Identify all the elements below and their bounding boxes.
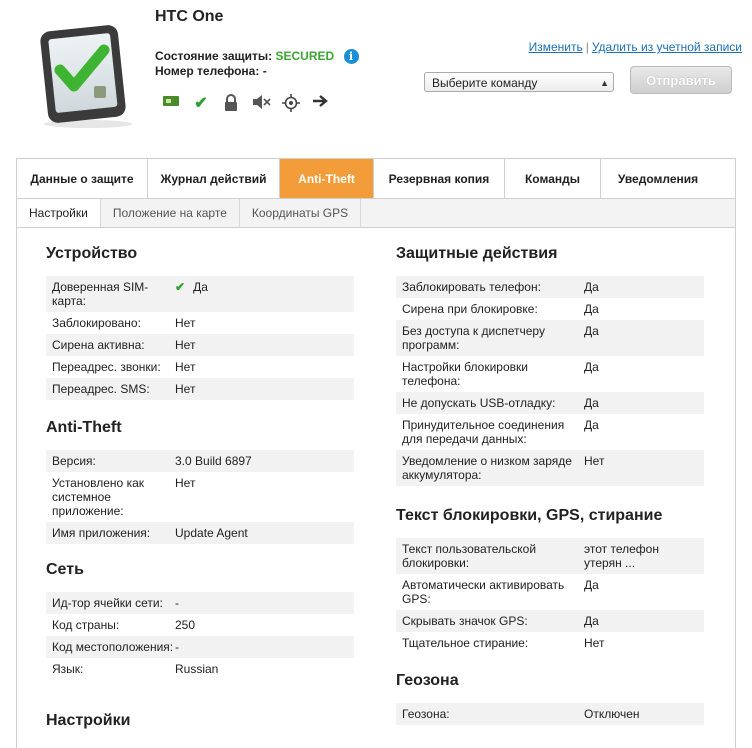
table-row: Код местоположения: - — [46, 636, 354, 658]
table-row: Настройки блокировки телефона: Да — [402, 360, 599, 388]
section-settings-title: Настройки — [46, 712, 131, 729]
command-select[interactable] — [424, 72, 614, 92]
table-row: Язык: Russian — [52, 662, 219, 676]
subtab-settings[interactable]: Настройки — [17, 199, 101, 227]
mute-icon — [250, 94, 272, 114]
phone-number-line — [155, 64, 267, 78]
table-row: Заблокировать телефон: Да — [396, 276, 704, 298]
geofence-table — [396, 703, 704, 725]
tab-notifications[interactable]: Уведомления — [617, 171, 699, 186]
check-icon: ✔ — [194, 95, 208, 112]
device-table — [46, 276, 354, 400]
lock-icon — [220, 94, 242, 114]
forward-arrow-icon — [310, 94, 332, 114]
subtab-gps-coordinates[interactable]: Координаты GPS — [240, 199, 361, 227]
table-row: Сирена при блокировке: Да — [402, 302, 599, 316]
table-row: Заблокировано: Нет — [52, 316, 196, 330]
sub-tabs — [16, 198, 736, 228]
table-row: Уведомление о низком заряде аккумулятора: Нет — [396, 450, 704, 486]
subtab-map-location[interactable]: Положение на карте — [101, 199, 240, 227]
table-row: Переадрес. звонки: Нет — [52, 360, 196, 374]
select-arrows-icon: ▲ — [600, 78, 609, 88]
network-table — [46, 592, 354, 680]
table-row: Без доступа к диспетчеру программ: Да — [396, 320, 704, 356]
section-geofence-title: Геозона — [396, 672, 459, 689]
phone-label: Номер телефона: — [155, 64, 260, 78]
protection-table — [396, 276, 704, 486]
status-label: Состояние защиты: — [155, 49, 273, 63]
link-separator: | — [585, 40, 589, 54]
tab-protection-data[interactable]: Данные о защите — [17, 159, 148, 198]
device-image — [38, 24, 134, 130]
section-antitheft-title: Anti-Theft — [46, 419, 122, 436]
tab-action-log[interactable]: Журнал действий — [148, 159, 280, 198]
antitheft-table — [46, 450, 354, 544]
tab-anti-theft[interactable]: Anti-Theft — [280, 159, 374, 198]
phone-value: - — [262, 64, 267, 78]
account-links — [529, 40, 742, 54]
section-protection-title: Защитные действия — [396, 245, 558, 262]
gps-icon — [280, 94, 302, 114]
table-row: Имя приложения: Update Agent — [46, 522, 354, 544]
info-icon[interactable]: i — [344, 49, 359, 64]
table-row: Ид-тор ячейки сети: - — [46, 592, 354, 614]
locktext-table — [396, 538, 704, 654]
sim-card-icon — [160, 94, 182, 114]
table-row: Тщательное стирание: Нет — [402, 636, 605, 650]
table-row: Скрывать значок GPS: Да — [396, 610, 704, 632]
send-button[interactable]: Отправить — [630, 66, 732, 94]
table-row: Установлено как системное приложение: Нет — [52, 476, 196, 518]
table-row: Принудительное соединения для передачи данных: Да — [402, 418, 599, 446]
command-select-value: Выберите команду — [432, 76, 538, 90]
table-row: Автоматически активировать GPS: Да — [402, 578, 599, 606]
change-link[interactable]: Изменить — [528, 40, 583, 54]
section-locktext-title: Текст блокировки, GPS, стирание — [396, 507, 663, 524]
tab-commands[interactable]: Команды — [505, 159, 601, 198]
section-device-title: Устройство — [46, 245, 138, 262]
table-row: Версия: 3.0 Build 6897 — [46, 450, 354, 472]
protection-status — [155, 49, 359, 64]
table-row: Сирена активна: Нет — [46, 334, 354, 356]
table-row: Текст пользовательской блокировки: этот телефон утерян ... — [396, 538, 704, 574]
status-value: SECURED — [275, 49, 335, 63]
device-title: HTC One — [155, 8, 224, 25]
section-network-title: Сеть — [46, 561, 84, 578]
table-row: Не допускать USB-отладку: Да — [396, 392, 704, 414]
check-icon: ✔ — [175, 280, 186, 294]
table-row: Код страны: 250 — [52, 618, 196, 632]
remove-from-account-link[interactable]: Удалить из учетной записи — [591, 40, 742, 54]
table-row: Доверенная SIM-карта: ✔ Да — [46, 276, 354, 312]
status-icons — [160, 94, 332, 114]
table-row: Геозона: Отключен — [396, 703, 704, 725]
tab-backup[interactable]: Резервная копия — [374, 159, 505, 198]
main-tabs — [16, 158, 736, 198]
table-row: Переадрес. SMS: Нет — [46, 378, 354, 400]
